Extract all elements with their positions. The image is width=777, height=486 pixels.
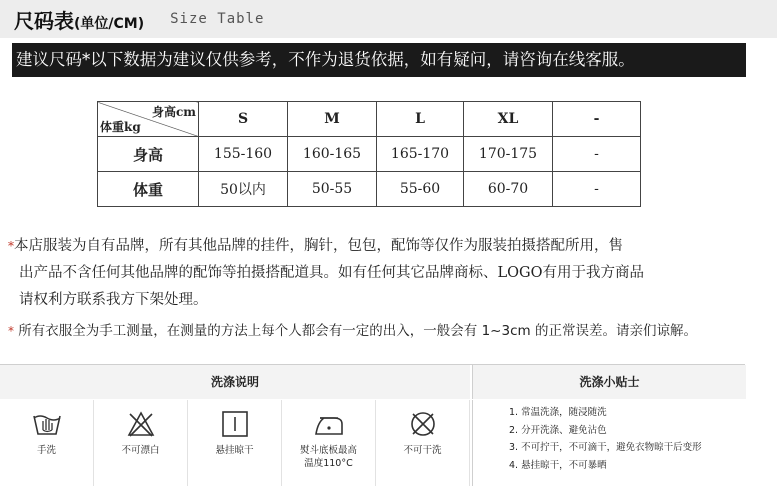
table-cell: 155-160 <box>199 137 288 172</box>
iron-icon <box>312 410 346 438</box>
care-icon-row <box>0 400 470 486</box>
header-bar <box>0 0 777 38</box>
table-cell: 50以内 <box>199 172 288 207</box>
measurement-note <box>8 318 697 345</box>
disclaimer-line-3: 请权利方联系我方下架处理。 <box>19 292 208 308</box>
list-item: 1. 常温洗涤，随浸随洗 <box>509 407 607 418</box>
care-tips-list <box>472 400 745 486</box>
hang-dry-icon <box>220 410 250 438</box>
hand-wash-icon <box>32 410 62 438</box>
iron-label-line-1: 熨斗底板最高 <box>299 445 357 456</box>
star-mark: * <box>8 324 14 338</box>
care-item-iron <box>282 400 376 486</box>
care-label <box>300 444 357 470</box>
care-label: 手洗 <box>36 445 56 456</box>
measurement-text: 所有衣服全为手工测量，在测量的方法上每个人都会有一定的出入，一般会有 1~3cm 的正常误差。请亲们谅解。 <box>18 323 697 339</box>
table-cell: 160-165 <box>288 137 377 172</box>
disclaimer-line-2: 出产品不含任何其他品牌的配饰等拍摄搭配道具。如有任何其它品牌商标、LOGO有用于我方商品 <box>19 265 644 281</box>
table-cell: - <box>553 137 641 172</box>
table-cell: 55-60 <box>377 172 464 207</box>
disclaimer-line-1 <box>8 233 738 260</box>
care-tips-title: 洗涤小贴士 <box>472 365 746 399</box>
list-item: 4. 悬挂晾干，不可暴晒 <box>509 459 607 471</box>
care-item-no-bleach <box>94 400 188 486</box>
page-subtitle: Size Table <box>170 11 265 27</box>
table-cell: 165-170 <box>377 137 464 172</box>
size-s: S <box>199 102 288 137</box>
disclaimer-text-1: 本店服装为自有品牌，所有其他品牌的挂件，胸针，包包，配饰等仅作为服装拍摄搭配所用，售 <box>14 238 623 254</box>
no-bleach-icon <box>126 410 156 438</box>
size-header-row <box>98 102 641 137</box>
size-m: M <box>288 102 377 137</box>
care-item-no-dry-clean <box>376 400 470 486</box>
row-label-weight: 体重 <box>98 172 199 207</box>
size-table <box>97 101 641 207</box>
title-text: 尺码表 <box>14 8 74 33</box>
star-mark: * <box>8 239 14 253</box>
notice-banner: 建议尺码*以下数据为建议仅供参考，不作为退货依据，如有疑问，请咨询在线客服。 <box>12 43 746 77</box>
care-section <box>0 364 745 486</box>
corner-weight-label: 体重kg <box>100 120 141 134</box>
corner-cell <box>98 102 199 137</box>
size-l: L <box>377 102 464 137</box>
no-dry-clean-icon <box>408 410 438 438</box>
brand-disclaimer <box>8 233 738 314</box>
table-cell: - <box>553 172 641 207</box>
table-row <box>98 172 641 207</box>
care-label: 不可漂白 <box>121 445 160 456</box>
table-cell: 50-55 <box>288 172 377 207</box>
care-instructions-title: 洗涤说明 <box>0 365 470 399</box>
corner-height-label: 身高cm <box>151 105 196 119</box>
iron-label-line-2: 温度110°C <box>304 458 353 469</box>
care-label: 悬挂晾干 <box>215 445 254 456</box>
size-extra: - <box>553 102 641 137</box>
table-row <box>98 137 641 172</box>
page-title <box>14 5 144 34</box>
care-label: 不可干洗 <box>403 445 442 456</box>
table-cell: 170-175 <box>464 137 553 172</box>
list-item: 3. 不可拧干，不可滴干，避免衣物晾干后变形 <box>509 442 702 453</box>
care-item-hand-wash <box>0 400 94 486</box>
title-unit: (单位/CM) <box>74 15 145 32</box>
size-xl: XL <box>464 102 553 137</box>
care-item-hang-dry <box>188 400 282 486</box>
row-label-height: 身高 <box>98 137 199 172</box>
table-cell: 60-70 <box>464 172 553 207</box>
list-item: 2. 分开洗涤、避免沾色 <box>509 424 607 436</box>
